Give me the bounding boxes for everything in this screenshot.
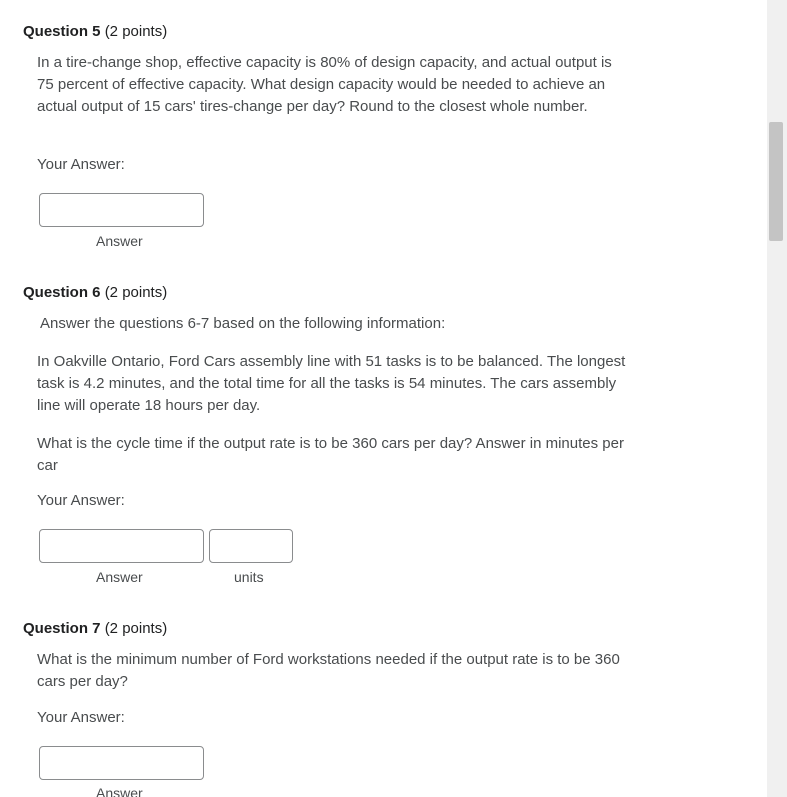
question-6-title bbox=[23, 284, 167, 301]
question-7-points: (2 points) bbox=[104, 620, 168, 637]
question-5-points: (2 points) bbox=[104, 23, 168, 40]
question-7-number: Question 7 bbox=[23, 620, 101, 637]
question-6-intro: Answer the questions 6-7 based on the following information: bbox=[40, 315, 446, 332]
question-5-answer-caption: Answer bbox=[96, 233, 143, 249]
question-6-info: In Oakville Ontario, Ford Cars assembly line with 51 tasks is to be balanced. The longest task is 4.2 minutes, and the total time for all the tasks is 54 minutes. The cars assembly line will operate 18 hours per day. bbox=[37, 353, 626, 414]
question-6-text: What is the cycle time if the output rate is to be 360 cars per day? Answer in minutes per car bbox=[37, 435, 624, 474]
question-5-your-answer-label: Your Answer: bbox=[37, 156, 125, 173]
question-6-answer-caption: Answer bbox=[96, 569, 143, 585]
vertical-scrollbar[interactable] bbox=[767, 0, 787, 797]
question-7-text: What is the minimum number of Ford workstations needed if the output rate is to be 360 cars per day? bbox=[37, 651, 620, 690]
question-6-number: Question 6 bbox=[23, 284, 101, 301]
question-6-answer-input[interactable] bbox=[39, 529, 204, 563]
question-5-answer-input[interactable] bbox=[39, 193, 204, 227]
question-6-units-input[interactable] bbox=[209, 529, 293, 563]
scrollbar-thumb[interactable] bbox=[769, 122, 783, 241]
question-7-answer-caption: Answer bbox=[96, 785, 143, 797]
question-6-your-answer-label: Your Answer: bbox=[37, 492, 125, 509]
question-6-points: (2 points) bbox=[104, 284, 168, 301]
question-5-number: Question 5 bbox=[23, 23, 101, 40]
question-7-your-answer-label: Your Answer: bbox=[37, 709, 125, 726]
question-7-answer-input[interactable] bbox=[39, 746, 204, 780]
question-5-title bbox=[23, 23, 167, 40]
question-5-text: In a tire-change shop, effective capacity is 80% of design capacity, and actual output is 75 percent of effective capacity. What design capacity would be needed to achieve an actual output of 15 cars' tires-change per day? Round to the closest whole number. bbox=[37, 54, 612, 115]
question-6-units-caption: units bbox=[234, 569, 264, 585]
question-7-title bbox=[23, 620, 167, 637]
